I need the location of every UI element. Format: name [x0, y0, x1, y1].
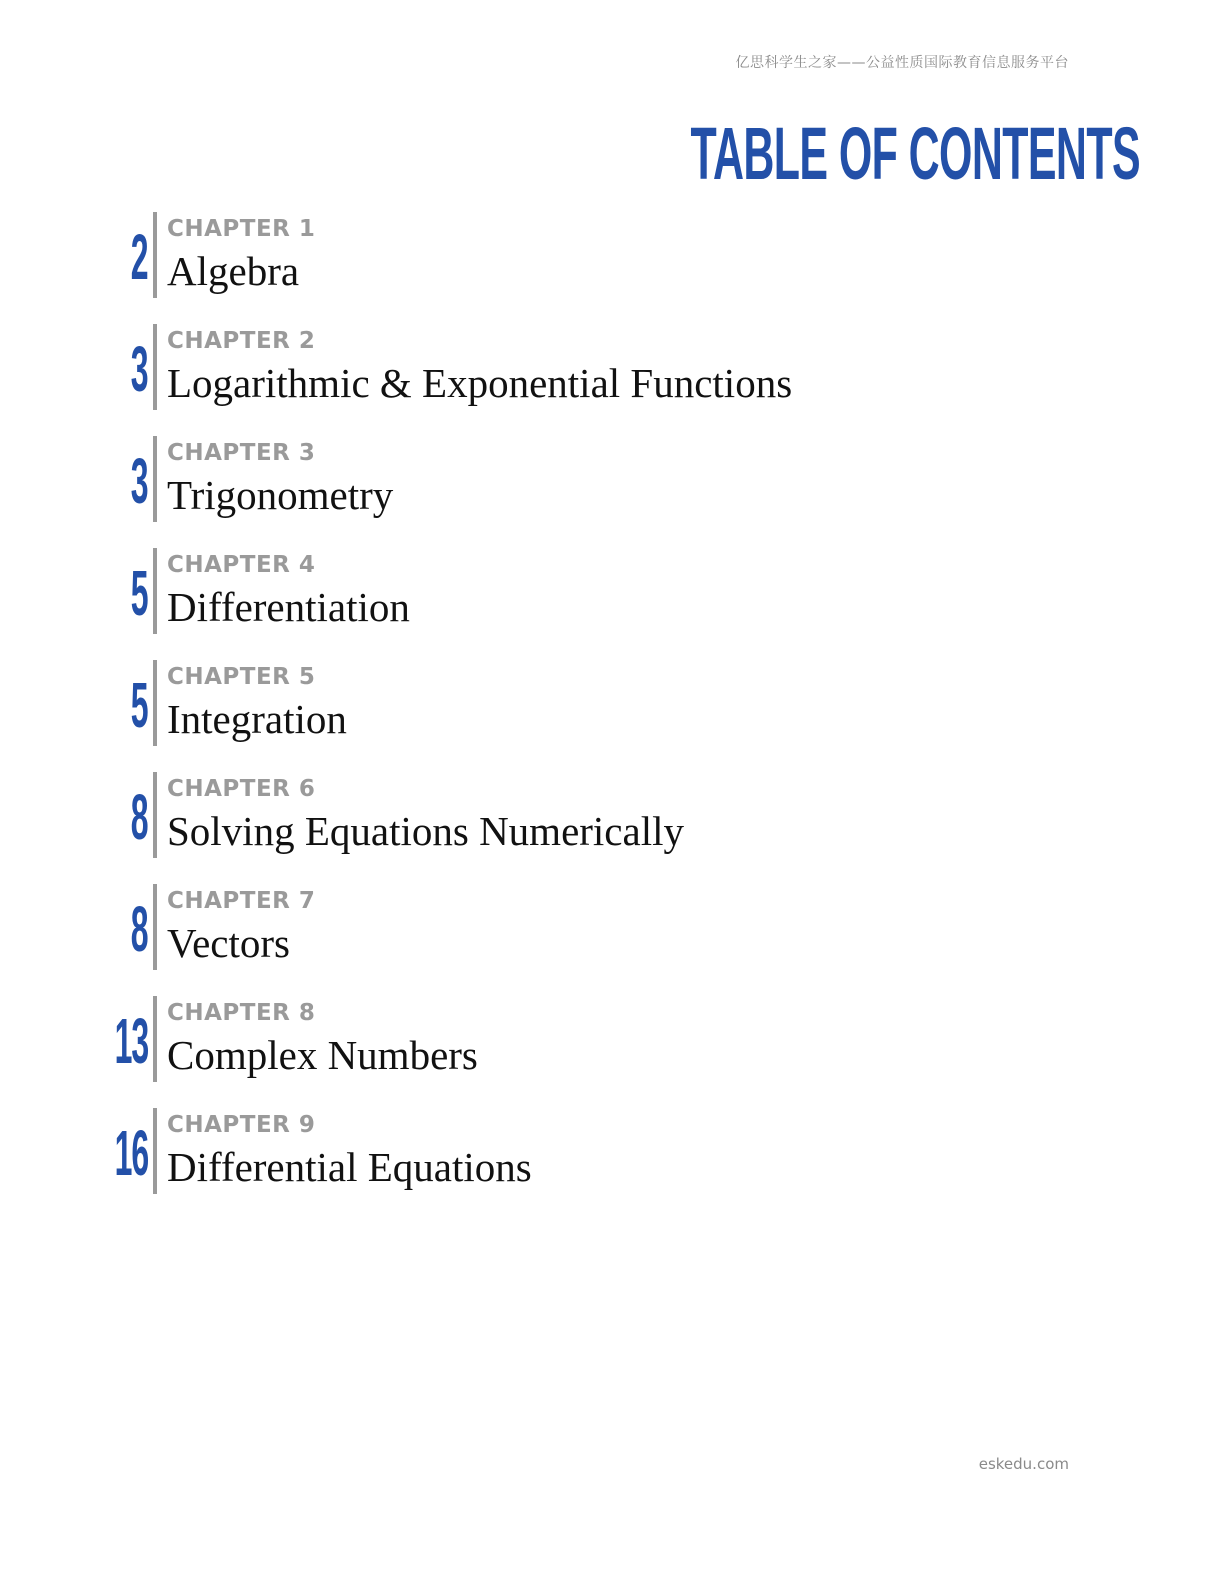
chapter-title: Vectors — [167, 920, 290, 966]
chapter-title: Differential Equations — [167, 1144, 532, 1190]
chapter-label: CHAPTER 5 — [167, 664, 316, 690]
chapter-title: Trigonometry — [167, 472, 394, 518]
page-title: TABLE OF CONTENTS — [690, 112, 1140, 195]
page-number: 3 — [131, 445, 148, 517]
toc-entry-chapter-6[interactable] — [0, 772, 1224, 858]
divider — [153, 1108, 157, 1194]
toc-entry-chapter-2[interactable] — [0, 324, 1224, 410]
chapter-label: CHAPTER 4 — [167, 552, 316, 578]
toc-entry-chapter-1[interactable] — [0, 212, 1224, 298]
page-number: 8 — [131, 893, 148, 965]
divider — [153, 548, 157, 634]
divider — [153, 660, 157, 746]
page-number: 16 — [114, 1117, 148, 1189]
page-number: 2 — [131, 221, 148, 293]
chapter-title: Differentiation — [167, 584, 410, 630]
page-number: 13 — [114, 1005, 148, 1077]
chapter-title: Complex Numbers — [167, 1032, 478, 1078]
chapter-label: CHAPTER 9 — [167, 1112, 316, 1138]
divider — [153, 324, 157, 410]
chapter-title: Algebra — [167, 248, 300, 294]
chapter-title: Integration — [167, 696, 347, 742]
toc-entry-chapter-7[interactable] — [0, 884, 1224, 970]
divider — [153, 884, 157, 970]
page-number: 5 — [131, 669, 148, 741]
divider — [153, 212, 157, 298]
chapter-label: CHAPTER 7 — [167, 888, 316, 914]
chapter-label: CHAPTER 6 — [167, 776, 316, 802]
toc-entry-chapter-8[interactable] — [0, 996, 1224, 1082]
page-number: 3 — [131, 333, 148, 405]
toc-entry-chapter-9[interactable] — [0, 1108, 1224, 1194]
page-number: 5 — [131, 557, 148, 629]
toc-entry-chapter-3[interactable] — [0, 436, 1224, 522]
chapter-label: CHAPTER 2 — [167, 328, 316, 354]
toc-entry-chapter-5[interactable] — [0, 660, 1224, 746]
divider — [153, 436, 157, 522]
chapter-label: CHAPTER 8 — [167, 1000, 316, 1026]
chapter-label: CHAPTER 3 — [167, 440, 316, 466]
chapter-label: CHAPTER 1 — [167, 216, 316, 242]
page-number: 8 — [131, 781, 148, 853]
toc-entry-chapter-4[interactable] — [0, 548, 1224, 634]
footer-site-link[interactable]: eskedu.com — [978, 1455, 1069, 1473]
header-watermark: 亿思科学生之家——公益性质国际教育信息服务平台 — [735, 55, 1069, 71]
divider — [153, 996, 157, 1082]
divider — [153, 772, 157, 858]
chapter-title: Solving Equations Numerically — [167, 808, 684, 854]
chapter-title: Logarithmic & Exponential Functions — [167, 360, 793, 406]
